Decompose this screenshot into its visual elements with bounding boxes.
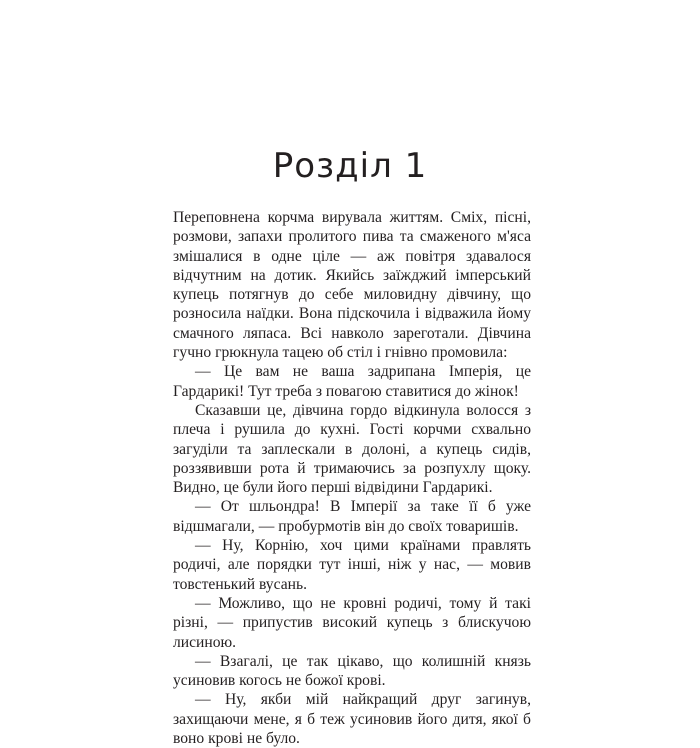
paragraph-5: — Ну, Корнію, хоч цими країнами правлять родичі, але порядки тут інші, ніж у нас, — мовив товстенький вусань. <box>173 537 531 593</box>
paragraph-2: — Це вам не ваша задрипана Імперія, це Гардарикі! Тут треба з повагою ставитися до жінок! <box>173 363 531 400</box>
chapter-title: Розділ 1 <box>272 146 428 186</box>
paragraph-3: Сказавши це, дівчина гордо відкинула волосся з плеча і рушила до кухні. Гості корчми схвально загуділи та заплескали в долоні, а купець сидів, роззявивши рота й тримаючись за розпухлу щоку. Видно, це були його перші відвідини Гардарикі. <box>173 401 531 497</box>
paragraph-1: Переповнена корчма вирувала життям. Сміх, пісні, розмови, запахи пролитого пива та смаженого м'яса змішалися в одне ціле — аж повітря здавалося відчутним на дотик. Якийсь заїжджий імперський купець потягнув до себе миловидну дівчину, що розносила наїдки. Вона підскочила і відважила йому смачного ляпаса. Всі навколо зареготали. Дівчина гучно грюкнула тацею об стіл і гнівно промовила: <box>173 209 531 362</box>
paragraph-7: — Взагалі, це так цікаво, що колишній князь усиновив когось не божої крові. <box>173 652 531 690</box>
chapter-body <box>173 208 531 748</box>
paragraph-4: — От шльондра! В Імперії за таке її б уже відшмагали, — пробурмотів він до своїх товаришів. <box>173 498 531 535</box>
paragraph-8: — Ну, якби мій найкращий друг загинув, захищаючи мене, я б теж усиновив його дитя, якої б воно крові не було. <box>173 691 531 748</box>
paragraph-6: — Можливо, що не кровні родичі, тому й такі різні, — припустив високий купець з блискучою лисиною. <box>173 594 531 651</box>
